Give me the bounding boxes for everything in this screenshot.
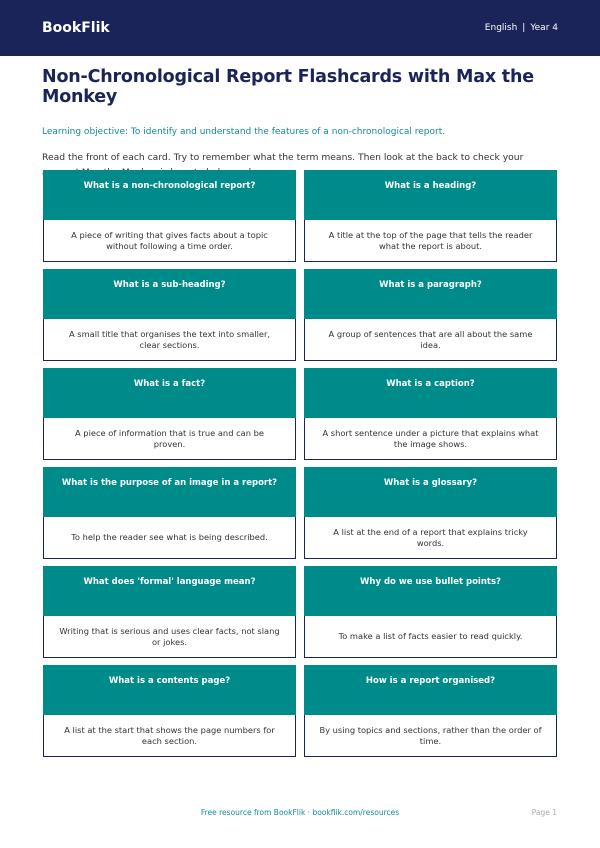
flashcard-front: What is a contents page? [43, 665, 296, 715]
flashcard-front: What is a fact? [43, 368, 296, 418]
flashcard [304, 170, 557, 262]
flashcard [43, 665, 296, 757]
footer-source: Free resource from BookFlik · bookflik.com/resources [200, 808, 400, 817]
page-number: Page 1 [531, 808, 557, 817]
flashcard [304, 665, 557, 757]
flashcard-front: What is a paragraph? [304, 269, 557, 319]
flashcard-back: A title at the top of the page that tells the reader what the report is about. [304, 220, 557, 262]
flashcard-front: What is a heading? [304, 170, 557, 220]
flashcard-front: What is a glossary? [304, 467, 557, 517]
flashcard-front: Why do we use bullet points? [304, 566, 557, 616]
flashcard-front: What does 'formal' language mean? [43, 566, 296, 616]
flashcard-back: A list at the end of a report that explains tricky words. [304, 517, 557, 559]
flashcard-front: What is the purpose of an image in a report? [43, 467, 296, 517]
flashcard-front: How is a report organised? [304, 665, 557, 715]
subject-label: English [484, 23, 518, 33]
flashcard-back: Writing that is serious and uses clear facts, not slang or jokes. [43, 616, 296, 658]
flashcard [43, 467, 296, 559]
flashcard [43, 269, 296, 361]
flashcard [304, 566, 557, 658]
flashcard-back: A small title that organises the text into smaller, clear sections. [43, 319, 296, 361]
year-label: Year 4 [530, 23, 558, 33]
flashcard [304, 467, 557, 559]
flashcard-front: What is a sub-heading? [43, 269, 296, 319]
flashcard [304, 368, 557, 460]
intro-text: Read the front of each card. Try to remember what the term means. Then look at the back to check your [42, 152, 524, 163]
brand-logo: BookFlik [42, 20, 110, 36]
flashcard-front: What is a non-chronological report? [43, 170, 296, 220]
flashcard [43, 368, 296, 460]
header-meta [485, 23, 558, 33]
flashcard [304, 269, 557, 361]
flashcard-grid [43, 170, 557, 757]
page-title: Non-Chronological Report Flashcards with Max the Monkey [42, 67, 534, 107]
flashcard-front: What is a caption? [304, 368, 557, 418]
flashcard-back: A piece of writing that gives facts about a topic without following a time order. [43, 220, 296, 262]
flashcard-back: To make a list of facts easier to read quickly. [304, 616, 557, 658]
flashcard-back: A group of sentences that are all about the same idea. [304, 319, 557, 361]
top-bar [0, 0, 600, 56]
header-separator: | [522, 23, 526, 33]
flashcard-back: A piece of information that is true and can be proven. [43, 418, 296, 460]
flashcard-back: A list at the start that shows the page numbers for each section. [43, 715, 296, 757]
flashcard-back: By using topics and sections, rather than the order of time. [304, 715, 557, 757]
flashcard [43, 170, 296, 262]
learning-objective: Learning objective: To identify and understand the features of a non-chronological report. [42, 127, 446, 137]
flashcard-back: A short sentence under a picture that explains what the image shows. [304, 418, 557, 460]
flashcard-back: To help the reader see what is being described. [43, 517, 296, 559]
flashcard [43, 566, 296, 658]
